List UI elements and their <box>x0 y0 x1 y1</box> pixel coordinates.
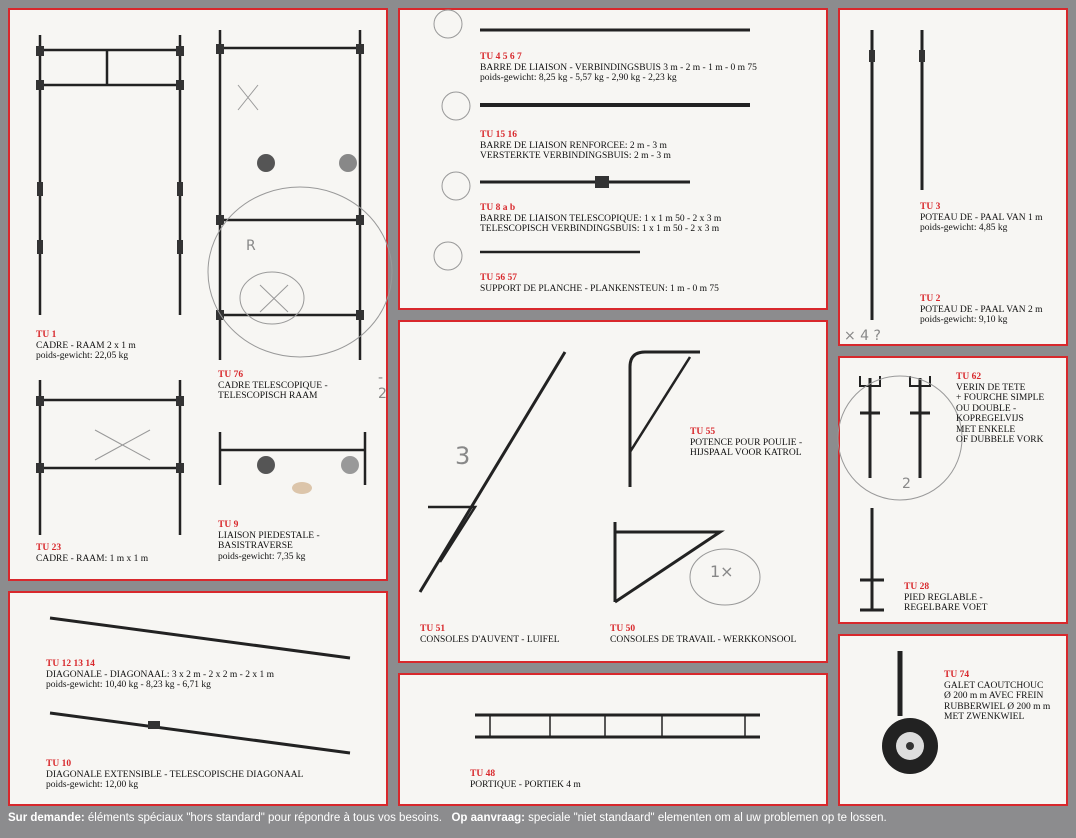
base-tu9-drawing <box>220 432 365 485</box>
label-tu10: TU 10 DIAGONALE EXTENSIBLE - TELESCOPISCHE DIAGONAAL poids-gewicht: 12,00 kg <box>46 759 304 790</box>
hand-one-x: 1× <box>710 562 734 581</box>
hole-left <box>257 154 275 172</box>
label-tu62: TU 62 VERIN DE TETE + FOURCHE SIMPLE OU DOUBLE - KOPREGELVIJS MET ENKELE OF DUBBELE VORK <box>956 372 1045 445</box>
footer-note <box>8 812 887 824</box>
panel-diagonals <box>8 591 388 806</box>
panel-portique <box>398 673 828 806</box>
portique-drawing <box>400 675 830 808</box>
footer-fr-text: éléments spéciaux "hors standard" pour répondre à tous vos besoins. <box>84 812 442 824</box>
frame-tu1-couplers <box>36 46 184 254</box>
panel-bars <box>398 8 828 310</box>
label-tu4567: TU 4 5 6 7 BARRE DE LIAISON - VERBINDINGSBUIS 3 m - 2 m - 1 m - 0 m 75 poids-gewicht: 8,25 kg - 5,57 kg - 2,90 kg - 2,23 kg <box>480 52 757 83</box>
label-tu2: TU 2 POTEAU DE - PAAL VAN 2 m poids-gewicht: 9,10 kg <box>920 294 1043 325</box>
footer-fr-label: Sur demande: <box>8 812 85 824</box>
hand-three: 3 <box>455 442 471 470</box>
label-tu23: TU 23 CADRE - RAAM: 1 m x 1 m <box>36 543 149 564</box>
frames-drawing <box>10 10 390 583</box>
label-tu48: TU 48 PORTIQUE - PORTIEK 4 m <box>470 769 581 790</box>
frame-tu1-drawing <box>40 35 180 315</box>
hand-two: 2 <box>902 476 911 492</box>
hand-minus2: - 2 <box>378 370 387 402</box>
hand-r: R <box>246 238 256 254</box>
consoles-drawing <box>400 322 830 665</box>
panel-wheel <box>838 634 1068 806</box>
panel-consoles <box>398 320 828 663</box>
label-tu55: TU 55 POTENCE POUR POULIE - HIJSPAAL VOOR KATROL <box>690 427 803 458</box>
label-tu8: TU 8 a b BARRE DE LIAISON TELESCOPIQUE: 1 x 1 m 50 - 2 x 3 m TELESCOPISCH VERBINDINGSBUIS: 1 x 1 m 50 - 2 x 3 m <box>480 203 722 234</box>
pencil-circle-tu76 <box>208 187 392 357</box>
hand-x4: × 4 ? <box>844 328 881 344</box>
label-tu76: TU 76 CADRE TELESCOPIQUE - TELESCOPISCH RAAM <box>218 370 328 401</box>
label-tu9: TU 9 LIAISON PIEDESTALE - BASISTRAVERSE poids-gewicht: 7,35 kg <box>218 520 320 562</box>
frame-tu23-drawing <box>40 380 180 535</box>
label-tu1516: TU 15 16 BARRE DE LIAISON RENFORCEE: 2 m - 3 m VERSTERKTE VERBINDINGSBUIS: 2 m - 3 m <box>480 130 671 161</box>
panel-jacks <box>838 356 1068 624</box>
panel-frames <box>8 8 388 581</box>
label-tu121314: TU 12 13 14 DIAGONALE - DIAGONAAL: 3 x 2 m - 2 x 2 m - 2 x 1 m poids-gewicht: 10,40 kg - 8,23 kg - 6,71 kg <box>46 659 274 690</box>
hole-right <box>339 154 357 172</box>
label-tu1: TU 1 CADRE - RAAM 2 x 1 m poids-gewicht: 22,05 kg <box>36 330 136 361</box>
label-tu51: TU 51 CONSOLES D'AUVENT - LUIFEL <box>420 624 560 645</box>
label-tu5657: TU 56 57 SUPPORT DE PLANCHE - PLANKENSTEUN: 1 m - 0 m 75 <box>480 273 719 294</box>
footer-nl-label: Op aanvraag: <box>451 812 525 824</box>
label-tu50: TU 50 CONSOLES DE TRAVAIL - WERKKONSOOL <box>610 624 797 645</box>
label-tu28: TU 28 PIED REGLABLE - REGELBARE VOET <box>904 582 988 613</box>
panel-posts <box>838 8 1068 346</box>
footer-nl-text: speciale "niet standaard" elementen om al uw problemen op te lossen. <box>524 812 887 824</box>
label-tu3: TU 3 POTEAU DE - PAAL VAN 1 m poids-gewicht: 4,85 kg <box>920 202 1043 233</box>
label-tu74: TU 74 GALET CAOUTCHOUC Ø 200 m m AVEC FREIN RUBBERWIEL Ø 200 m m MET ZWENKWIEL <box>944 670 1051 722</box>
